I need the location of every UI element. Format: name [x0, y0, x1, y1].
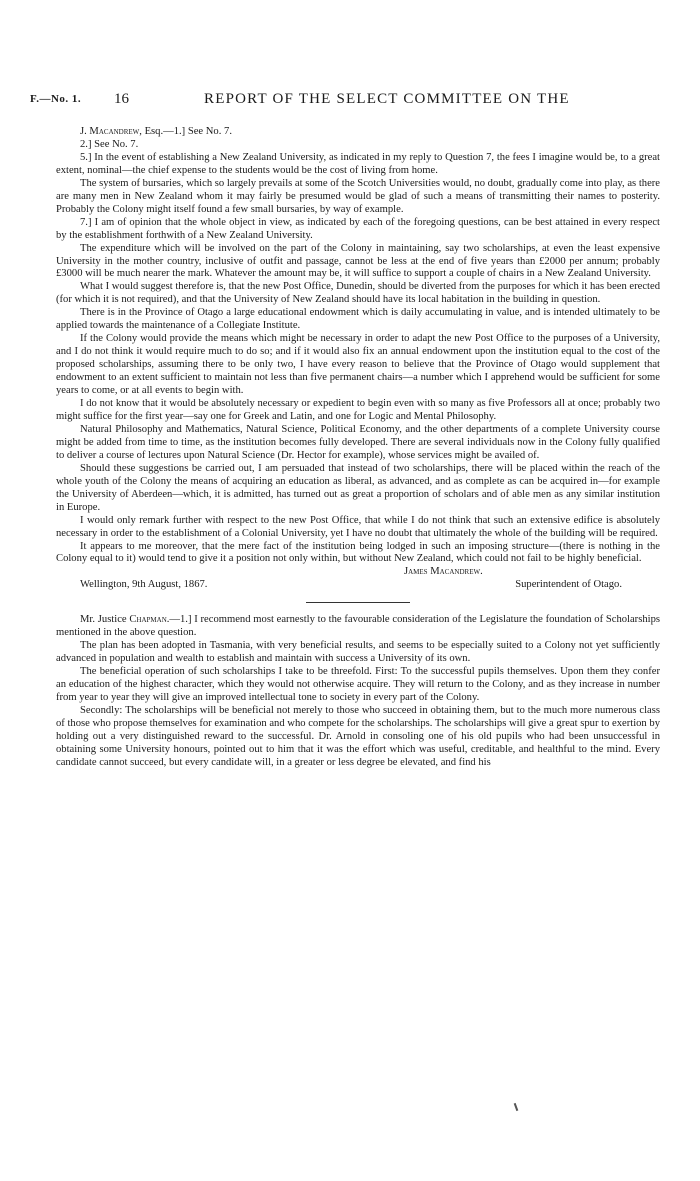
witness-name: Chapman: [129, 614, 167, 626]
section-divider: [306, 602, 410, 603]
paragraph: The system of bursaries, which so largely prevails at some of the Scotch Universities would, no doubt, gradually come into play, as there are many men in New Zealand whom it may fairly be presumed would be glad of such a means of transmitting their names to posterity. Probably the Colony might itself found a few small bursaries, by way of example.: [56, 177, 660, 215]
signature-block: [56, 579, 660, 592]
running-title: REPORT OF THE SELECT COMMITTEE ON THE: [204, 91, 570, 107]
paragraph: Secondly: The scholarships will be beneficial not merely to those who succeed in obtaining them, but to the much more numerous class of those who propose themselves for examination and who compete for the scholarships. The scholarships will give a great spur to exertion by holding out a very distinguished reward to the successful. Dr. Arnold in consoling one of his old pupils who had been unsuccessful in obtaining some University honours, pointed out to him that it was the effort which was useful, creditable, and healthful to the mind. Every candidate cannot succeed, but every candidate will, in a greater or less degree be elevated, and find his: [56, 704, 660, 768]
place-date: Wellington, 9th August, 1867.: [80, 579, 208, 591]
witness-name: J. Macandrew: [80, 126, 140, 137]
paragraph: Should these suggestions be carried out, I am persuaded that instead of two scholarships, there will be placed within the reach of the whole youth of the Colony the means of acquiring an education as liberal, as advanced, and as complete as can be acquired in—for example the University of Aberdeen—which, it is admitted, has turned out as great a proportion of scholars and of able men as any similar institution in Europe.: [56, 462, 660, 513]
paragraph: There is in the Province of Otago a large educational endowment which is daily accumulating in value, and is intended ultimately to be applied towards the maintenance of a Collegiate Institute.: [56, 307, 660, 332]
title-prefix: Mr. Justice: [80, 614, 130, 626]
chapman-evidence: [56, 614, 660, 769]
paragraph: 2.] See No. 7.: [80, 138, 139, 150]
macandrew-evidence: [56, 126, 660, 592]
paragraph: The expenditure which will be involved on the part of the Colony in maintaining, say two scholarships, at even the least expensive University in the mother country, inclusive of outfit and passage, cannot be less at the end of five years than £2000 per annum; probably £3000 will be much nearer the mark. Whatever the amount may be, it will suffice to support a couple of chairs in a New Zealand University.: [56, 242, 660, 280]
page-body: [56, 126, 660, 770]
paragraph: I do not know that it would be absolutely necessary or expedient to begin even with so many as five Professors all at once; probably two might suffice for the first year—say one for Greek and Latin, and one for Logic and Mental Philosophy.: [56, 398, 660, 422]
signature: James Macandrew.: [404, 566, 483, 578]
paragraph: The beneficial operation of such scholarships I take to be threefold. First: To the successful pupils themselves. Upon them they confer an education of the highest character, which they would not otherwise acquire. They will return to the Colony, and as they increase in number from year to year they will give an improved intellectual tone to society in every part of the Colony.: [56, 666, 660, 704]
paragraph: 7.] I am of opinion that the whole object in view, as indicated by each of the foregoing questions, can be best attained in every respect by the establishment forthwith of a New Zealand University.: [56, 216, 660, 241]
paragraph: If the Colony would provide the means which might be necessary in order to adapt the new Post Office to the purposes of a University, and I do not think it would require much to do so; and if it would also fix an annual endowment upon the institution equal to the cost of the proposed scholarships, assuming there to be only two, I have every reason to believe that the Province of Otago would supplement that endowment to an extent sufficient to maintain not less than five permanent chairs—a number which I apprehend would be sufficient for some years to come, or at all events to begin with.: [56, 333, 660, 397]
paragraph: 5.] In the event of establishing a New Zealand University, as indicated in my reply to Question 7, the fees I imagine would be, to a great extent, nominal—the chief expense to the students would be the cost of living from home.: [56, 151, 660, 176]
chapman-intro: [56, 614, 660, 640]
margin-mark: [514, 1103, 519, 1111]
document-reference: F.—No. 1.: [30, 93, 82, 105]
paragraph: Natural Philosophy and Mathematics, Natural Science, Political Economy, and the other departments of a complete University course might be added from time to time, as the institution becomes fully developed. There are several individuals now in the Colony fully qualified to deliver a course of lectures upon Natural Science (Dr. Hector for example), whose services might be availed of.: [56, 423, 660, 461]
intro-text: , Esq.—1.] See No. 7.: [139, 126, 232, 137]
paragraph: It appears to me moreover, that the mere fact of the institution being lodged in such an imposing structure—(there is nothing in the Colony equal to it) would tend to give it a position not only within, but without New Zealand, which could not fail to be highly beneficial.: [56, 540, 660, 565]
macandrew-intro: [56, 126, 660, 139]
paragraph: The plan has been adopted in Tasmania, with very beneficial results, and seems to be especially suited to a Colony not yet sufficiently advanced in population and wealth to establish and maintain with success a University of its own.: [56, 640, 660, 665]
intro-text: .—1.] I recommend most earnestly to the favourable consideration of the Legislature the foundation of Scholarships mentioned in the above question.: [56, 614, 660, 639]
signatory-position: Superintendent of Otago.: [515, 579, 622, 591]
page-number: 16: [114, 91, 129, 107]
paragraph: I would only remark further with respect to the new Post Office, that while I do not think that such an extensive edifice is absolutely necessary in order to the establishment of a Colonial University, yet I have no doubt that ultimately the whole of the building will be required.: [56, 514, 660, 539]
paragraph: What I would suggest therefore is, that the new Post Office, Dunedin, should be diverted from the purposes for which it has been erected (for which it is not required), and that the University of New Zealand should have its local habitation in the building in question.: [56, 281, 660, 306]
